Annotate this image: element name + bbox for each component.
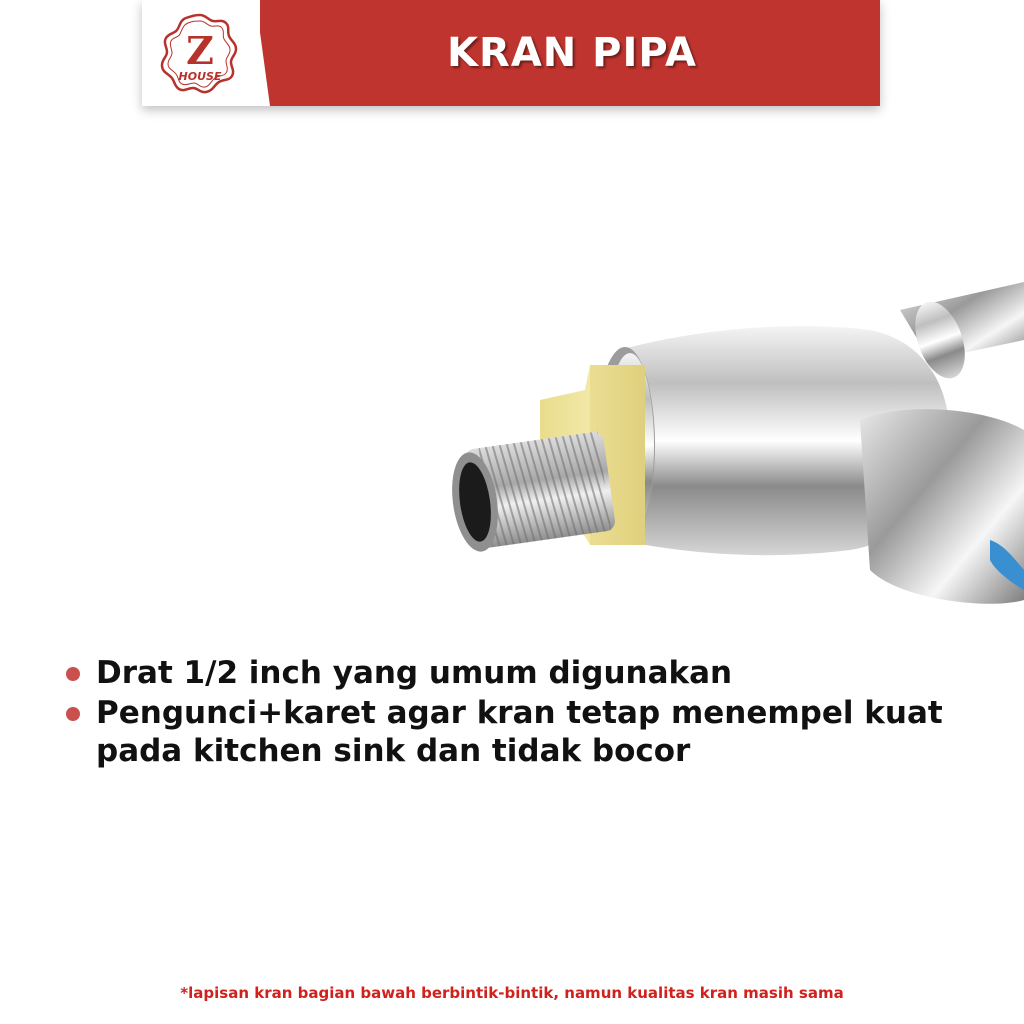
logo-word: HOUSE — [178, 70, 222, 83]
faucet-thread-photo — [430, 270, 1024, 630]
page-title: KRAN PIPA — [447, 30, 697, 76]
feature-text: Drat 1/2 inch yang umum digunakan — [96, 655, 733, 691]
feature-item — [66, 694, 996, 770]
footnote: *lapisan kran bagian bawah berbintik-bintik, namun kualitas kran masih sama — [180, 984, 844, 1002]
feature-list — [66, 654, 996, 772]
bullet-icon — [66, 667, 80, 681]
z-house-logo — [158, 12, 242, 96]
feature-text: Pengunci+karet agar kran tetap menempel kuat pada kitchen sink dan tidak bocor — [96, 695, 943, 769]
logo-letter: Z — [186, 28, 214, 73]
bullet-icon — [66, 707, 80, 721]
header-banner — [142, 0, 880, 106]
feature-item — [66, 654, 996, 692]
logo-panel — [142, 0, 260, 106]
